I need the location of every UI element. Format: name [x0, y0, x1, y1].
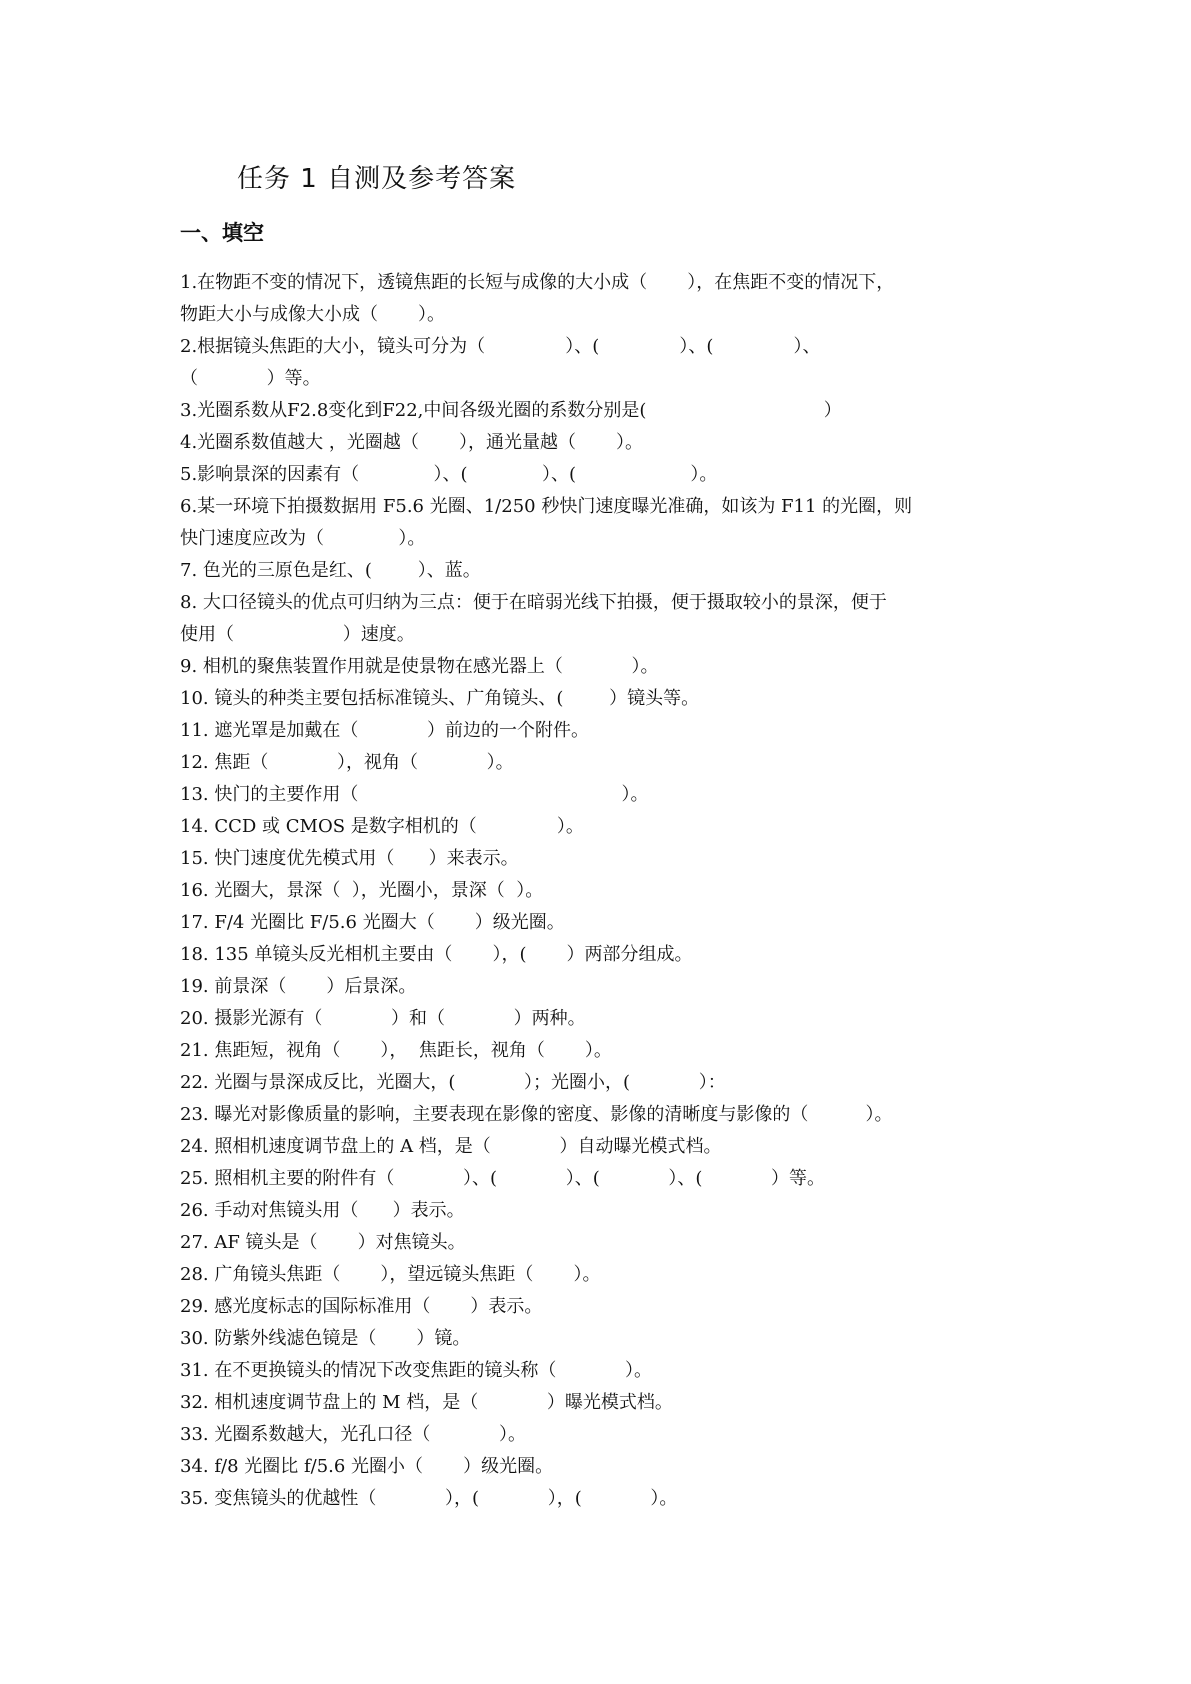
- question-line: 8. 大口径镜头的优点可归纳为三点：便于在暗弱光线下拍摄，便于摄取较小的景深，便于: [180, 592, 887, 613]
- question-line: 16. 光圈大，景深（ ），光圈小，景深（ ）。: [180, 880, 544, 901]
- question-line: 26. 手动对焦镜头用（ ）表示。: [180, 1200, 465, 1221]
- question-line: 32. 相机速度调节盘上的 M 档，是（ ）曝光模式档。: [180, 1392, 673, 1413]
- question-line: 9. 相机的聚焦装置作用就是使景物在感光器上（ ）。: [180, 656, 659, 677]
- question-line: 30. 防紫外线滤色镜是（ ）镜。: [180, 1328, 471, 1349]
- question-line: 4.光圈系数值越大 ，光圈越（ ），通光量越（ ）。: [180, 432, 643, 453]
- section-heading: 一、填空: [180, 221, 264, 245]
- question-line: 13. 快门的主要作用（ ）。: [180, 784, 649, 805]
- question-line: 21. 焦距短，视角（ ）， 焦距长，视角（ ）。: [180, 1040, 612, 1061]
- question-line: 15. 快门速度优先模式用（ ）来表示。: [180, 848, 519, 869]
- question-line: 6.某一环境下拍摄数据用 F5.6 光圈、1/250 秒快门速度曝光准确，如该为 F11 的光圈，则: [180, 496, 913, 517]
- question-line: 35. 变焦镜头的优越性（ ），( ），( ）。: [180, 1488, 678, 1509]
- question-line: 使用（ ）速度。: [180, 624, 415, 645]
- question-line: 25. 照相机主要的附件有（ ）、( ）、( ）、( ）等。: [180, 1168, 826, 1189]
- question-line: 5.影响景深的因素有（ ）、( ）、( ）。: [180, 464, 718, 485]
- question-line: 2.根据镜头焦距的大小，镜头可分为（ ）、( ）、( ）、: [180, 336, 821, 357]
- question-line: 19. 前景深（ ）后景深。: [180, 976, 417, 997]
- question-line: （ ）等。: [180, 368, 321, 389]
- question-line: 11. 遮光罩是加戴在（ ）前边的一个附件。: [180, 720, 590, 741]
- document-title: 任务 1 自测及参考答案: [237, 164, 517, 194]
- question-line: 3.光圈系数从F2.8变化到F22,中间各级光圈的系数分别是( ）: [180, 400, 842, 421]
- question-line: 物距大小与成像大小成（ ）。: [180, 304, 446, 325]
- question-line: 27. AF 镜头是（ ）对焦镜头。: [180, 1232, 466, 1253]
- question-list: [180, 267, 1020, 1515]
- question-line: 23. 曝光对影像质量的影响，主要表现在影像的密度、影像的清晰度与影像的（ ）。: [180, 1104, 893, 1125]
- question-line: 17. F/4 光圈比 F/5.6 光圈大（ ）级光圈。: [180, 912, 565, 933]
- question-line: 14. CCD 或 CMOS 是数字相机的（ ）。: [180, 816, 584, 837]
- question-line: 22. 光圈与景深成反比，光圈大，( ）；光圈小，( ）：: [180, 1072, 726, 1093]
- question-line: 34. f/8 光圈比 f/5.6 光圈小（ ）级光圈。: [180, 1456, 554, 1477]
- question-line: 1.在物距不变的情况下，透镜焦距的长短与成像的大小成（ ），在焦距不变的情况下，: [180, 272, 895, 293]
- question-line: 10. 镜头的种类主要包括标准镜头、广角镜头、( ）镜头等。: [180, 688, 700, 709]
- question-line: 33. 光圈系数越大，光孔口径（ ）。: [180, 1424, 527, 1445]
- question-line: 18. 135 单镜头反光相机主要由（ ），( ）两部分组成。: [180, 944, 693, 965]
- question-line: 24. 照相机速度调节盘上的 A 档，是（ ）自动曝光模式档。: [180, 1136, 722, 1157]
- question-line: 快门速度应改为（ ）。: [180, 528, 426, 549]
- question-line: 28. 广角镜头焦距（ ），望远镜头焦距（ ）。: [180, 1264, 601, 1285]
- question-line: 7. 色光的三原色是红、( ）、蓝。: [180, 560, 481, 581]
- question-line: 29. 感光度标志的国际标准用（ ）表示。: [180, 1296, 543, 1317]
- question-line: 31. 在不更换镜头的情况下改变焦距的镜头称（ ）。: [180, 1360, 653, 1381]
- question-line: 12. 焦距（ ），视角（ ）。: [180, 752, 514, 773]
- question-line: 20. 摄影光源有（ ）和（ ）两种。: [180, 1008, 586, 1029]
